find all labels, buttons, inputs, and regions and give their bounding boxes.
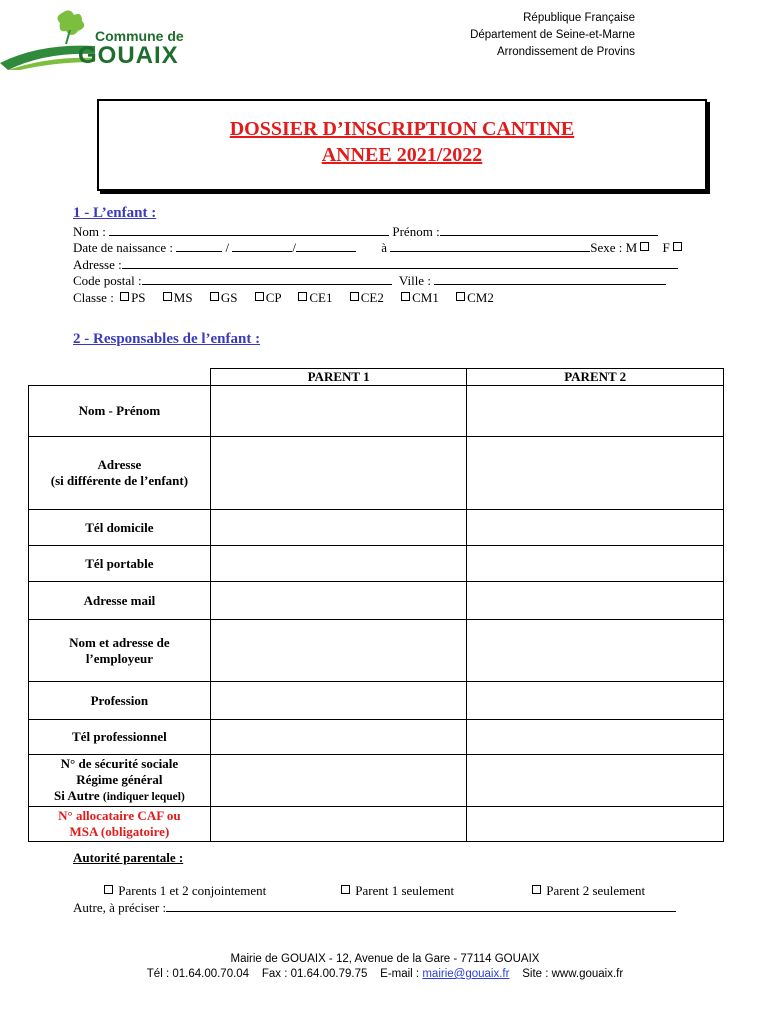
authority-title: Autorité parentale : (73, 850, 184, 865)
row-label-tel-domicile: Tél domicile (29, 510, 211, 546)
adresse-label-line2: (si différente de l’enfant) (50, 473, 189, 488)
table-corner-cell (29, 369, 211, 386)
parent2-employeur-cell[interactable] (467, 620, 724, 682)
secu-si-autre: Si Autre (53, 788, 100, 803)
parent2-email-cell[interactable] (467, 582, 724, 620)
prenom-field[interactable] (440, 224, 658, 236)
row-label-profession: Profession (29, 682, 211, 720)
header-department: Département de Seine-et-Marne (470, 29, 635, 41)
label-adresse: Adresse : (73, 257, 122, 272)
parent2-caf-cell[interactable] (467, 807, 724, 842)
label-classe: Classe : (73, 290, 114, 305)
authority-parent2-checkbox[interactable] (532, 885, 541, 894)
logo-top-text: Commune de (95, 28, 184, 44)
class-ce1-label: CE1 (309, 290, 333, 305)
postal-code-field[interactable] (142, 273, 392, 285)
authority-option-parent2 (532, 883, 645, 899)
class-gs-label: GS (220, 290, 238, 305)
footer-contacts (0, 968, 770, 980)
authority-both-checkbox[interactable] (104, 885, 113, 894)
class-ps-checkbox[interactable] (120, 292, 129, 301)
table-row (29, 510, 724, 546)
adresse-label-line1: Adresse (97, 457, 142, 472)
footer-site: Site : www.gouaix.fr (522, 968, 624, 980)
footer-fax: Fax : 01.64.00.79.75 (261, 968, 368, 980)
row-label-securite-sociale (29, 755, 211, 807)
form-line-postal (73, 273, 666, 289)
label-sexe: Sexe : M (590, 240, 638, 255)
birth-month-field[interactable] (232, 240, 292, 252)
table-row (29, 582, 724, 620)
section-guardians-title: 2 - Responsables de l’enfant : (73, 331, 261, 347)
parent2-profession-cell[interactable] (467, 682, 724, 720)
form-line-birth (73, 240, 684, 256)
class-ce2-label: CE2 (360, 290, 384, 305)
footer-email-label: E-mail : (380, 968, 420, 980)
authority-option-parent1 (341, 883, 454, 899)
form-line-class (73, 290, 494, 306)
row-label-caf (29, 807, 211, 842)
parent1-nom-prenom-cell[interactable] (210, 386, 467, 437)
table-row (29, 682, 724, 720)
class-ce2-checkbox[interactable] (350, 292, 359, 301)
parent1-tel-domicile-cell[interactable] (210, 510, 467, 546)
parent2-tel-pro-cell[interactable] (467, 720, 724, 755)
secu-label-line3 (29, 788, 210, 805)
parent1-tel-portable-cell[interactable] (210, 546, 467, 582)
authority-other-label: Autre, à préciser : (73, 900, 167, 915)
row-label-adresse-mail: Adresse mail (29, 582, 211, 620)
date-slash: / (292, 240, 296, 255)
parent1-profession-cell[interactable] (210, 682, 467, 720)
address-field[interactable] (122, 257, 678, 269)
label-date-naissance: Date de naissance : (73, 240, 173, 255)
label-f: F (662, 240, 670, 255)
parent1-employeur-cell[interactable] (210, 620, 467, 682)
table-row (29, 546, 724, 582)
parent2-secu-cell[interactable] (467, 755, 724, 807)
header-arrondissement: Arrondissement de Provins (496, 46, 635, 58)
footer-address: Mairie de GOUAIX - 12, Avenue de la Gare - 77114 GOUAIX (230, 953, 540, 965)
nom-field[interactable] (109, 224, 389, 236)
logo-main-text: GOUAIX (78, 42, 179, 69)
sex-m-checkbox[interactable] (640, 242, 649, 251)
caf-label-line1: N° allocataire CAF ou (58, 808, 181, 823)
class-cm1-label: CM1 (412, 290, 439, 305)
parent2-tel-domicile-cell[interactable] (467, 510, 724, 546)
parent1-secu-cell[interactable] (210, 755, 467, 807)
employeur-label-line1: Nom et adresse de (69, 634, 170, 650)
table-row (29, 386, 724, 437)
parent1-tel-pro-cell[interactable] (210, 720, 467, 755)
label-a: à (381, 240, 388, 255)
page-subtitle-year: ANNEE 2021/2022 (321, 144, 483, 166)
class-ps-label: PS (131, 290, 146, 305)
table-header-row (29, 369, 724, 386)
row-label-tel-professionnel: Tél professionnel (29, 720, 211, 755)
birth-year-field[interactable] (296, 240, 356, 252)
parent1-email-cell[interactable] (210, 582, 467, 620)
row-label-employeur (29, 620, 211, 682)
title-box (97, 99, 707, 191)
birth-place-field[interactable] (390, 240, 590, 252)
sex-f-checkbox[interactable] (673, 242, 682, 251)
form-line-address (73, 257, 678, 273)
parent2-adresse-cell[interactable] (467, 437, 724, 510)
table-row (29, 807, 724, 842)
authority-other-field[interactable] (166, 900, 676, 912)
class-cm2-label: CM2 (467, 290, 494, 305)
authority-both-label: Parents 1 et 2 conjointement (118, 883, 267, 898)
authority-parent1-label: Parent 1 seulement (355, 883, 455, 898)
secu-label-line1: N° de sécurité sociale (60, 756, 179, 771)
label-ville: Ville : (398, 273, 431, 288)
authority-parent1-checkbox[interactable] (341, 885, 350, 894)
row-label-nom-prenom: Nom - Prénom (29, 386, 211, 437)
class-ms-checkbox[interactable] (163, 292, 172, 301)
date-slash: / (225, 240, 230, 255)
class-cp-label: CP (265, 290, 282, 305)
employeur-label-line2: l’employeur (85, 650, 153, 666)
class-gs-checkbox[interactable] (210, 292, 219, 301)
footer-tel: Tél : 01.64.00.70.04 (146, 968, 250, 980)
row-label-adresse (29, 437, 211, 510)
authority-parent2-label: Parent 2 seulement (546, 883, 646, 898)
secu-indiquer: (indiquer lequel) (102, 791, 185, 803)
class-cm2-checkbox[interactable] (456, 292, 465, 301)
caf-label-line2: MSA (obligatoire) (69, 824, 170, 839)
authority-option-both (104, 883, 266, 899)
city-field[interactable] (434, 273, 666, 285)
parent2-nom-prenom-cell[interactable] (467, 386, 724, 437)
class-cp-checkbox[interactable] (255, 292, 264, 301)
class-ce1-checkbox[interactable] (298, 292, 307, 301)
secu-label-line2: Régime général (76, 772, 163, 787)
page-title: DOSSIER D’INSCRIPTION CANTINE (229, 118, 575, 140)
header-republic: République Française (523, 12, 635, 24)
administrative-header (470, 10, 635, 61)
table-row (29, 720, 724, 755)
section-child-title: 1 - L’enfant : (73, 205, 157, 221)
label-code-postal: Code postal : (73, 273, 142, 288)
header-parent2: PARENT 2 (467, 369, 724, 386)
table-row (29, 620, 724, 682)
parent1-adresse-cell[interactable] (210, 437, 467, 510)
birth-day-field[interactable] (176, 240, 222, 252)
label-nom: Nom : (73, 224, 106, 239)
row-label-tel-portable: Tél portable (29, 546, 211, 582)
footer-email-link[interactable]: mairie@gouaix.fr (422, 968, 510, 980)
parent1-caf-cell[interactable] (210, 807, 467, 842)
class-cm1-checkbox[interactable] (401, 292, 410, 301)
label-prenom: Prénom : (392, 224, 440, 239)
parent2-tel-portable-cell[interactable] (467, 546, 724, 582)
table-row (29, 755, 724, 807)
commune-logo (0, 8, 200, 70)
header-parent1: PARENT 1 (210, 369, 467, 386)
authority-other-line (73, 900, 676, 916)
guardians-table (28, 368, 724, 842)
form-line-name (73, 224, 658, 240)
table-row (29, 437, 724, 510)
class-ms-label: MS (173, 290, 193, 305)
